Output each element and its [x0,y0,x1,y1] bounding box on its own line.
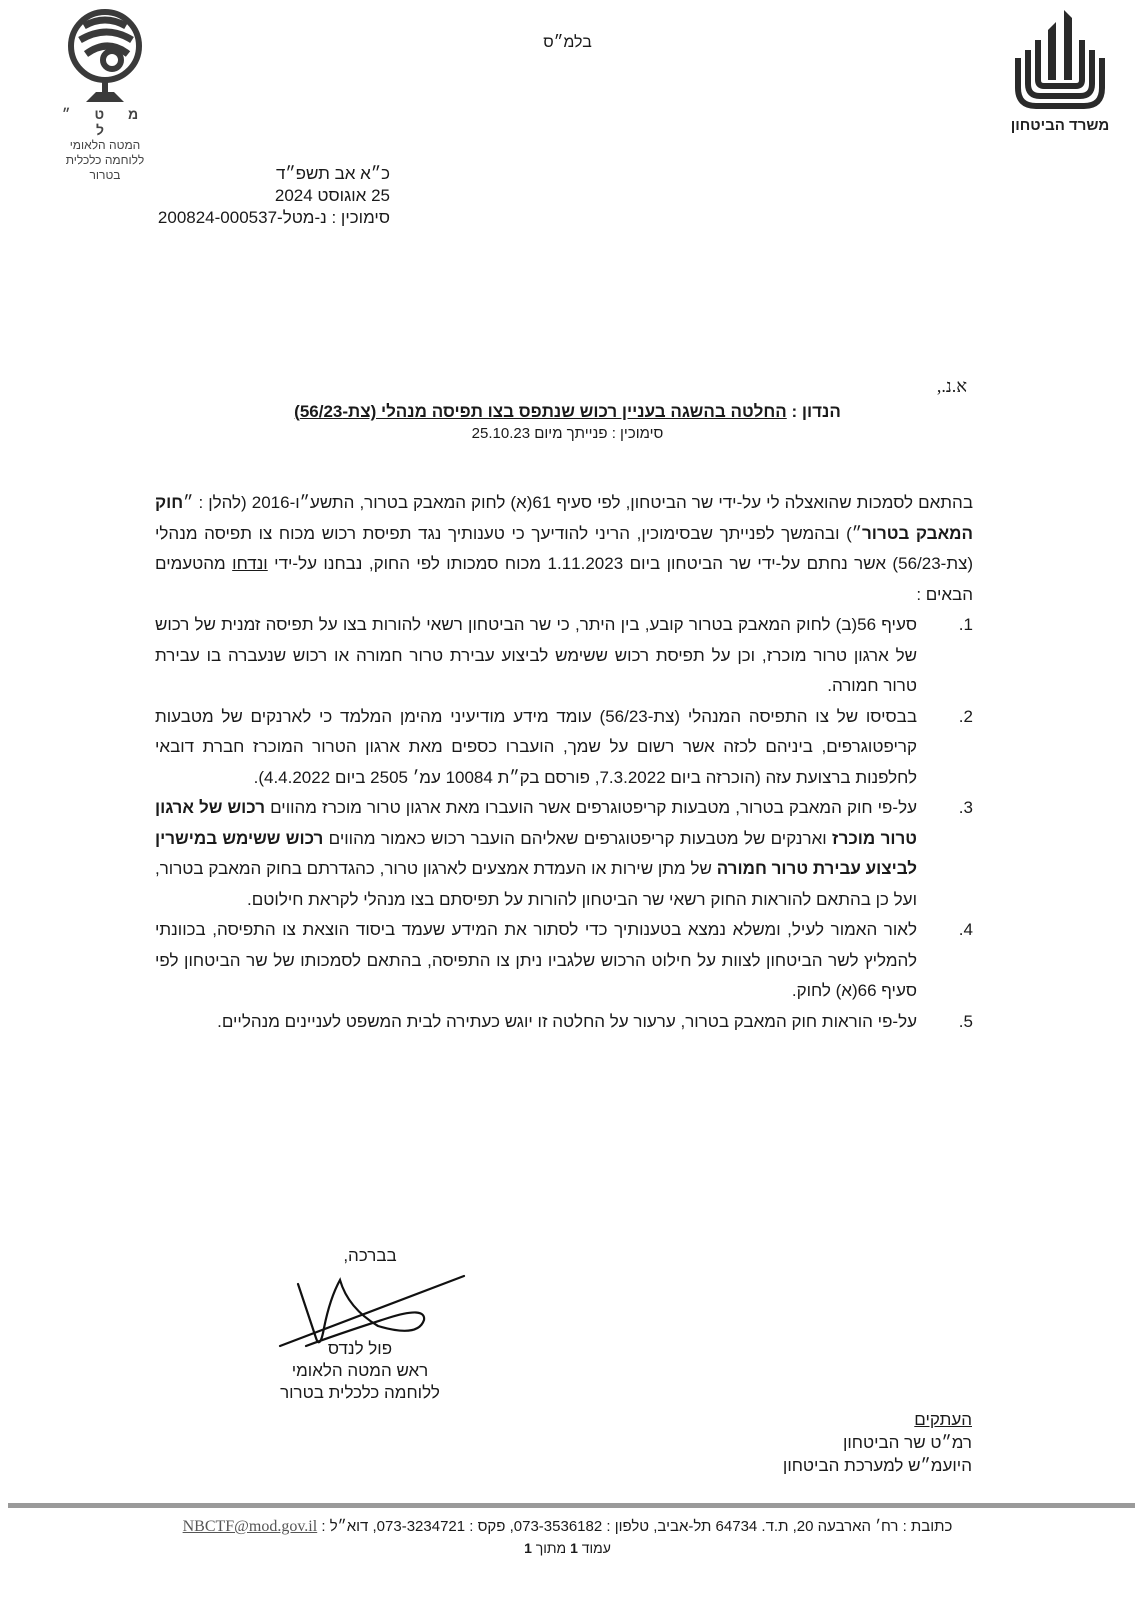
gregorian-date: 25 אוגוסט 2024 [274,186,390,205]
list-item [155,702,973,794]
item-number: 5. [958,1011,973,1031]
copy-recipient: היועמ״ש למערכת הביטחון [782,1456,972,1475]
signer-name: פול לנדס [327,1339,393,1358]
logo-acronym: מ ט ״ ל [61,106,149,138]
list-item [155,793,973,915]
document-meta [90,163,390,229]
ministry-emblem-icon [1012,8,1108,110]
list-item [155,915,973,1007]
list-item [155,1007,973,1038]
footer-contact [0,1518,1135,1536]
item-text: סעיף 56(ב) לחוק המאבק בטרור קובע, בין היתר, כי שר הביטחון רשאי להורות בצו על תפיסה זמנית של רכוש של ארגון טרור מוכרז, וכן על תפיסת רכוש ששימש לביצוע עבירת טרור חמורה או רכוש שנעברה בו עבירת טרור חמורה. [155,615,917,695]
signer-title-line2: ללוחמה כלכלית בטרור [280,1383,440,1402]
subject-text: החלטה בהשגה בעניין רכוש שנתפס בצו תפיסה מנהלי (צת-56/23) [294,402,787,421]
footer-address: כתובת : רח׳ הארבעה 20, ת.ד. 64734 תל-אביב, טלפון : 073-3536182, פקס : 073-3234721, דוא״ל : [317,1518,953,1535]
reasons-list [155,610,973,1037]
globe-logo-icon [62,6,148,106]
page-middle: מתוך [531,1540,571,1556]
intro-paragraph [155,488,973,610]
item-text: לאור האמור לעיל, ומשלא נמצא בטענותיך כדי לסתור את המידע שעמד ביסוד הוצאת צו התפיסה, בכוונתי להמליץ לשר הביטחון לצוות על חילוט הרכוש שלגביו ניתן צו התפיסה, בהתאם לסמכותו של שר הביטחון לפי סעיף 66(א) לחוק. [155,920,917,1000]
item-text: על-פי חוק המאבק בטרור, מטבעות קריפטוגרפים אשר הועברו מאת ארגון טרור מוכרז מהווים [265,798,917,817]
ministry-name: משרד הביטחון [1010,117,1110,134]
item-text: בבסיסו של צו התפיסה המנהלי (צת-56/23) עומד מידע מודיעיני מהימן המלמד כי לארנקים של מטבעות קריפטוגרפים, ביניהם לכזה אשר רשום על שמך, הועברו כספים מאת ארגון הטרור המוכרז חברת דובאי לחלפנות ברצועת עזה (הוכרזה ביום 7.3.2022, פורסם בק״ת 10084 עמ׳ 2505 ביום 4.4.2022). [155,706,917,787]
copy-recipient: רמ״ט שר הביטחון [842,1433,972,1452]
subject-reference: סימוכין : פנייתך מיום 25.10.23 [471,425,664,442]
item-number: 3. [958,798,973,817]
copies-block [783,1408,972,1477]
footer-divider [8,1503,1135,1508]
intro-text-2: ״) ובהמשך לפנייתך שבסימוכין, הריני להודיעך כי טענותיך נגד תפיסת רכוש מכוח צו תפיסה מנהלי (צת-56/23) אשר נחתם על-ידי שר הביטחון ביום 1.11.2023 מכוח סמכותו לפי החוק, נבחנו על-ידי [155,523,973,573]
page-current: 1 [570,1540,578,1556]
item-text: וארנקים של מטבעות קריפטוגרפים שאליהם הועבר רכוש כאמור מהווים [323,828,833,848]
intro-text-1: בהתאם לסמכות שהואצלה לי על-ידי שר הביטחון, לפי סעיף 61(א) לחוק המאבק בטרור, התשע״ו-2016 (להלן : ״ [183,493,973,512]
national-bureau-logo [50,6,160,182]
subject-label: הנדון : [791,402,841,421]
logo-org-line2: ללוחמה כלכלית בטרור [65,153,145,182]
item-bold-term: רכוש ששימש במישרין לביצוע עבירת טרור חמורה [155,828,917,878]
logo-org-line1: המטה הלאומי [69,138,141,152]
letter-body [155,488,973,1037]
item-text: על-פי הוראות חוק המאבק בטרור, ערעור על החלטה זו יוגש כעתירה לבית המשפט לעניינים מנהליים. [217,1011,917,1031]
item-number: 2. [958,706,973,726]
ministry-of-defense-logo [1005,8,1115,134]
item-number: 1. [958,615,973,634]
item-text: של מתן שירות או העמדת אמצעים לארגון טרור, כהגדרתם בחוק המאבק בטרור, ועל כן בהתאם להוראות החוק רשאי שר הביטחון להורות על תפיסתם בצו מנהלי לקראת חילוטם. [155,859,917,909]
page-number [0,1540,1135,1556]
hebrew-date: כ״א אב תשפ״ד [276,164,390,183]
signer-title-line1: ראש המטה הלאומי [291,1361,429,1380]
recipient-salutation: א.נ., [936,376,967,396]
intro-defined-term: חוק המאבק בטרור [155,493,973,543]
closing-greeting: בברכה, [343,1246,397,1265]
intro-rejected-word: ונדחו [232,554,268,573]
signer-block [240,1338,480,1404]
classification-label: בלמ״ס [543,34,592,51]
item-bold-term: רכוש של ארגון טרור מוכרז [155,798,917,848]
reference-number: סימוכין : נ-מטל-200824-000537 [157,208,390,227]
page-prefix: עמוד [577,1540,611,1556]
list-item [155,610,973,702]
intro-text-3: מהטעמים הבאים : [155,554,973,604]
item-number: 4. [958,920,973,939]
footer-email-link[interactable]: NBCTF@mod.gov.il [182,1518,318,1535]
copies-title: העתקים [914,1410,972,1429]
page-total: 1 [524,1540,532,1556]
subject-line [0,402,1135,422]
